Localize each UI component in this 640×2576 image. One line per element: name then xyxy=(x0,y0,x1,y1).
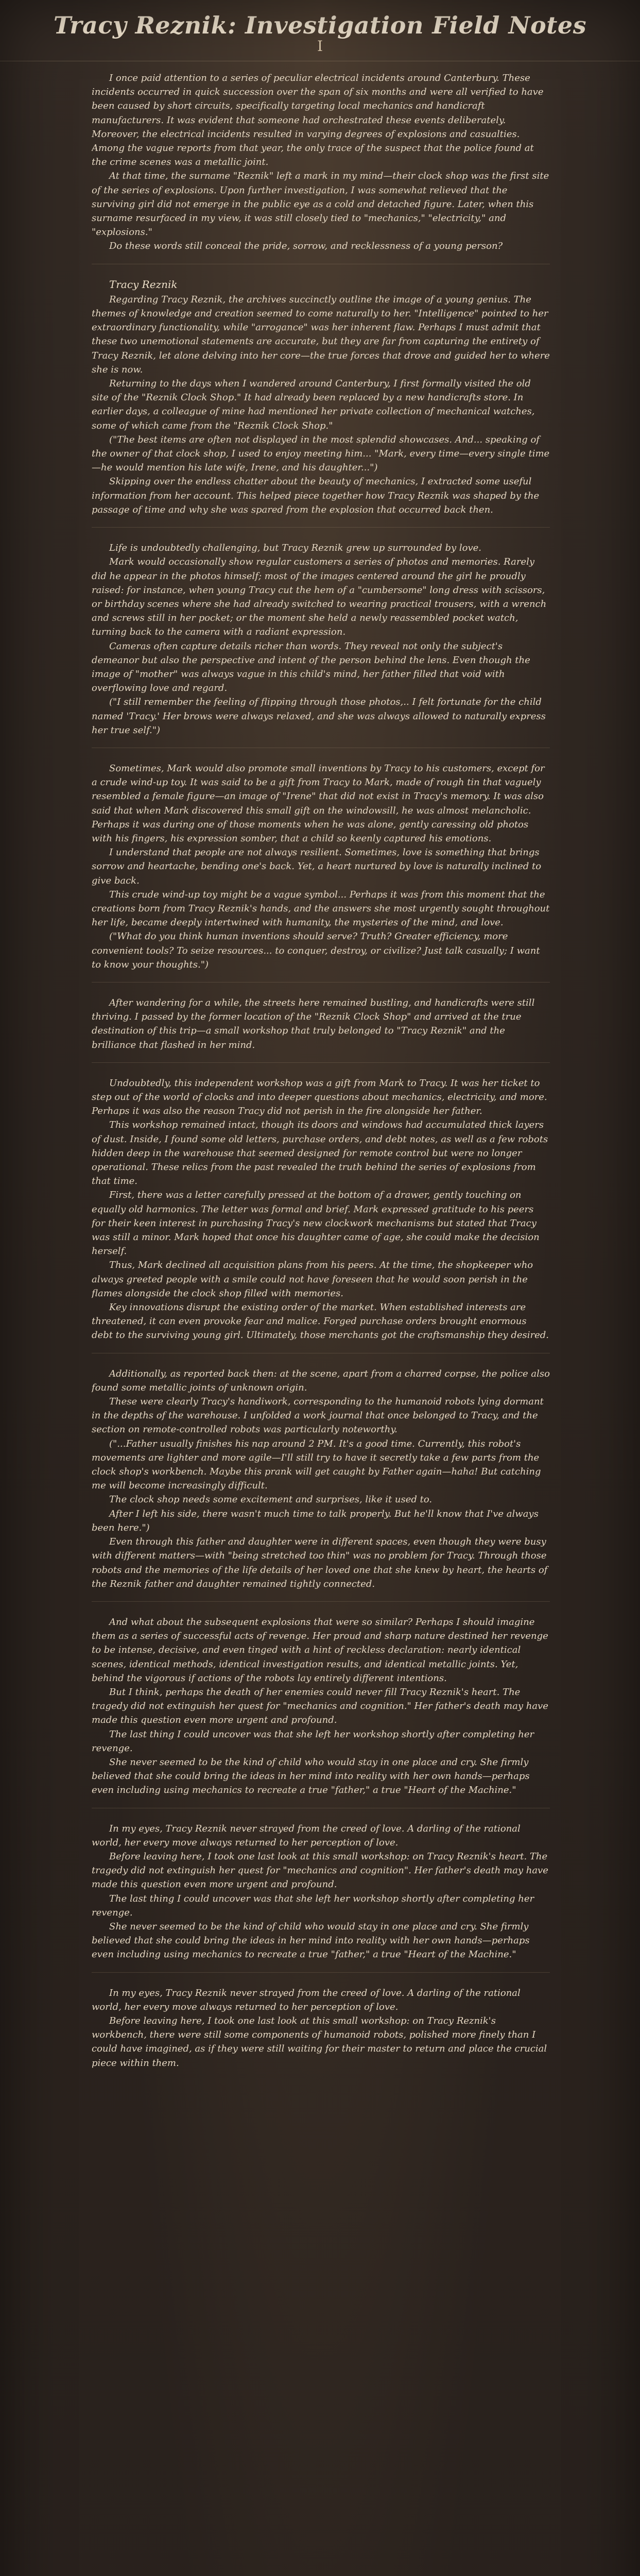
paragraph: First, there was a letter carefully pressed at the bottom of a drawer, gently touching on equally old harmonics. The letter was formal and brief. Mark expressed gratitude to his peers for their keen interest in purchasing Tracy's new clockwork mechanisms but stated that Tracy was still a minor. Mark hoped that once his daughter came of age, she could make the decision herself. xyxy=(92,1190,540,1257)
paragraph: But I think, perhaps the death of her enemies could never fill Tracy Reznik's heart. The tragedy did not extinguish her quest for "mechanics and cognition." Her father's death may have made this question even more urgent and profound. xyxy=(92,1686,548,1726)
section-subhead: Tracy Reznik xyxy=(109,278,178,291)
paragraph: Before leaving here, I took one last look at this small workshop: on Tracy Reznik's workbench, there were still some components of humanoid robots, polished more finely than I could have imagined, as if they were still waiting for their master to return and place the crucial piece within them. xyxy=(92,2015,547,2069)
header xyxy=(0,0,640,61)
paragraph: Cameras often capture details richer than words. They reveal not only the subject's demeanor but also the perspective and intent of the person behind the lens. Even though the image of "mother" was always vague in this child's mind, her father filled that void with overflowing love and regard. xyxy=(92,640,530,694)
paragraph: This crude wind-up toy might be a vague symbol... Perhaps it was from this moment that the creations born from Tracy Reznik's hands, and the answers she most urgently sought throughout her life, became deeply intertwined with humanity, the mysteries of the mind, and love. xyxy=(92,889,550,928)
paragraph: These were clearly Tracy's handiwork, corresponding to the humanoid robots lying dormant in the depths of the warehouse. I unfolded a work journal that once belonged to Tracy, and the section on remote-controlled robots was particularly noteworthy. xyxy=(92,1396,544,1435)
paragraph: The last thing I could uncover was that she left her workshop shortly after completing her revenge. xyxy=(92,1893,534,1918)
paragraph: The clock shop needs some excitement and surprises, like it used to. xyxy=(109,1494,433,1505)
paragraph: Mark would occasionally show regular customers a series of photos and memories. Rarely did he appear in the photos himself; most of the images centered around the girl he proudly raised: for instance, when young Tracy cut the hem of a "cumbersome" long dress with scissors, or birthday scenes where she had already switched to wearing practical trousers, with a wrench and screws still in her pocket; or the moment she held a newly reassembled pocket watch, turning back to the camera with a radiant expression. xyxy=(92,556,547,638)
paragraph: Do these words still conceal the pride, sorrow, and recklessness of a young person? xyxy=(109,241,503,252)
notes-section xyxy=(92,761,550,982)
paragraph: I understand that people are not always resilient. Sometimes, love is something that brings sorrow and heartache, bending one's back. Yet, a heart nurtured by love is naturally inclined to give back. xyxy=(92,847,542,886)
paragraph: Regarding Tracy Reznik, the archives succinctly outline the image of a young genius. The themes of knowledge and creation seemed to come naturally to her. "Intelligence" pointed to her extraordinary functionality, while "arrogance" was her inherent flaw. Perhaps I must admit that these two unemotional statements are accurate, but they are far from capturing the entirety of Tracy Reznik, let alone delving into her core—the true forces that drove and guided her to where she is now. xyxy=(92,294,550,375)
paragraph: Returning to the days when I wandered around Canterbury, I first formally visited the old site of the "Reznik Clock Shop." It had already been replaced by a new handicrafts store. In earlier days, a colleague of mine had mentioned her private collection of mechanical watches, some of which came from the "Reznik Clock Shop." xyxy=(92,378,535,431)
notes-section xyxy=(92,1367,550,1602)
paragraph: Key innovations disrupt the existing order of the market. When established interests are threatened, it can even provoke fear and malice. Forged purchase orders brought enormous debt to the surviving young girl. Ultimately, those merchants got the craftsmanship they desired. xyxy=(92,1302,549,1341)
notes-section xyxy=(92,1615,550,1808)
paragraph: ("...Father usually finishes his nap around 2 PM. It's a good time. Currently, this robot's movements are lighter and more agile—I'll still try to have it secretly take a few parts from the clock shop's workbench. Maybe this prank will get caught by Father again—haha! But catching me will become increasingly difficult. xyxy=(92,1438,541,1492)
notes-section xyxy=(92,278,550,528)
notes-section xyxy=(92,996,550,1063)
page-number: I xyxy=(317,38,323,55)
paragraph: This workshop remained intact, though its doors and windows had accumulated thick layers of dust. Inside, I found some old letters, purchase orders, and debt notes, as well as a few robots hidden deep in the warehouse that seemed designed for remote control but were no longer operational. These relics from the past revealed the truth behind the series of explosions from that time. xyxy=(92,1120,548,1187)
paragraph: She never seemed to be the kind of child who would stay in one place and cry. She firmly believed that she could bring the ideas in her mind into reality with her own hands—perhaps even including using mechanics to recreate a true "father," a true "Heart of the Machine." xyxy=(92,1921,530,1960)
notes-section xyxy=(92,1822,550,1973)
paragraph: The last thing I could uncover was that she left her workshop shortly after completing her revenge. xyxy=(92,1728,534,1754)
notes-section xyxy=(92,541,550,748)
paragraph: In my eyes, Tracy Reznik never strayed from the creed of love. A darling of the rational world, her every move always returned to her perception of love. xyxy=(92,1823,521,1848)
notes-section xyxy=(92,1986,550,2080)
paragraph: ("I still remember the feeling of flipping through those photos,.. I felt fortunate for the child named 'Tracy.' Her brows were always relaxed, and she was always allowed to naturally express her true self.") xyxy=(92,697,546,736)
paragraph: I once paid attention to a series of peculiar electrical incidents around Canterbury. These incidents occurred in quick succession over the span of six months and were all verified to have been caused by short circuits, specifically targeting local mechanics and handicraft manufacturers. It was evident that someone had orchestrated these events deliberately. Moreover, the electrical incidents resulted in varying degrees of explosions and casualties. Among the vague reports from that year, the only trace of the suspect that the police found at the crime scenes was a metallic joint. xyxy=(92,73,544,168)
paragraph: At that time, the surname "Reznik" left a mark in my mind—their clock shop was the first site of the series of explosions. Upon further investigation, I was somewhat relieved that the surviving girl did not emerge in the public eye as a cold and detached figure. Later, when this surname resurfaced in my view, it was still closely tied to "mechanics," "electricity," and "explosions." xyxy=(92,171,549,238)
paragraph: Life is undoubtedly challenging, but Tracy Reznik grew up surrounded by love. xyxy=(109,543,482,554)
notes-section xyxy=(92,71,550,264)
paragraph: In my eyes, Tracy Reznik never strayed from the creed of love. A darling of the rational world, her every move always returned to her perception of love. xyxy=(92,1987,521,2012)
paragraph: Thus, Mark declined all acquisition plans from his peers. At the time, the shopkeeper who always greeted people with a smile could not have foreseen that he would soon perish in the flames alongside the clock shop filled with memories. xyxy=(92,1260,533,1299)
paragraph: After I left his side, there wasn't much time to talk properly. But he'll know that I've always been here.") xyxy=(92,1508,539,1533)
paragraph: Undoubtedly, this independent workshop was a gift from Mark to Tracy. It was her ticket to step out of the world of clocks and into deeper questions about mechanics, electricity, and more. Perhaps it was also the reason Tracy did not perish in the fire alongside her father. xyxy=(92,1077,547,1117)
paragraph: Sometimes, Mark would also promote small inventions by Tracy to his customers, except for a crude wind-up toy. It was said to be a gift from Tracy to Mark, made of rough tin that vaguely resembled a female figure—an image of "Irene" that did not exist in Tracy's memory. It was also said that when Mark discovered this small gift on the windowsill, he was almost melancholic. Perhaps it was during one of those moments when he was alone, gently caressing old photos with his fingers, his expression somber, that a child so keenly captured his emotions. xyxy=(92,762,545,844)
paragraph: Even through this father and daughter were in different spaces, even though they were busy with different matters—with "being stretched too thin" was no problem for Tracy. Through those robots and the memories of the life details of her loved one that she knew by heart, the hearts of the Reznik father and daughter remained tightly connected. xyxy=(92,1536,548,1589)
paragraph: And what about the subsequent explosions that were so similar? Perhaps I should imagine them as a series of successful acts of revenge. Her proud and sharp nature destined her revenge to be intense, decisive, and even tinged with a hint of reckless declaration: nearly identical scenes, identical methods, identical investigation results, and identical metallic joints. Yet, behind the vigorous if actions of the robots lay entirely different intentions. xyxy=(92,1616,548,1684)
notes-section xyxy=(92,1076,550,1353)
notes-body xyxy=(92,71,550,2576)
paragraph: After wandering for a while, the streets here remained bustling, and handicrafts were still thriving. I passed by the former location of the "Reznik Clock Shop" and arrived at the true destination of this trip—a small workshop that truly belonged to "Tracy Reznik" and the brilliance that flashed in her mind. xyxy=(92,997,535,1050)
page-title: Tracy Reznik: Investigation Field Notes xyxy=(53,11,587,39)
paragraph: Skipping over the endless chatter about the beauty of mechanics, I extracted some useful information from her account. This helped piece together how Tracy Reznik was shaped by the passage of time and why she was spared from the explosion that occurred back then. xyxy=(92,476,540,515)
paragraph: ("The best items are often not displayed in the most splendid showcases. And... speaking of the owner of that clock shop, I used to enjoy meeting him... "Mark, every time—every single time—he would mention his late wife, Irene, and his daughter...") xyxy=(92,434,550,473)
paragraph: She never seemed to be the kind of child who would stay in one place and cry. She firmly believed that she could bring the ideas in her mind into reality with her own hands—perhaps even including using mechanics to recreate a true "father," a true "Heart of the Machine." xyxy=(92,1756,530,1796)
paragraph: Before leaving here, I took one last look at this small workshop: on Tracy Reznik's heart. The tragedy did not extinguish her quest for "mechanics and cognition". Her father's death may have made this question even more urgent and profound. xyxy=(92,1851,548,1890)
paragraph: Additionally, as reported back then: at the scene, apart from a charred corpse, the police also found some metallic joints of unknown origin. xyxy=(92,1368,550,1393)
paragraph: ("What do you think human inventions should serve? Truth? Greater efficiency, more convenient tools? To seize resources... to conquer, destroy, or civilize? Just talk casually; I want to know your thoughts.") xyxy=(92,931,540,970)
